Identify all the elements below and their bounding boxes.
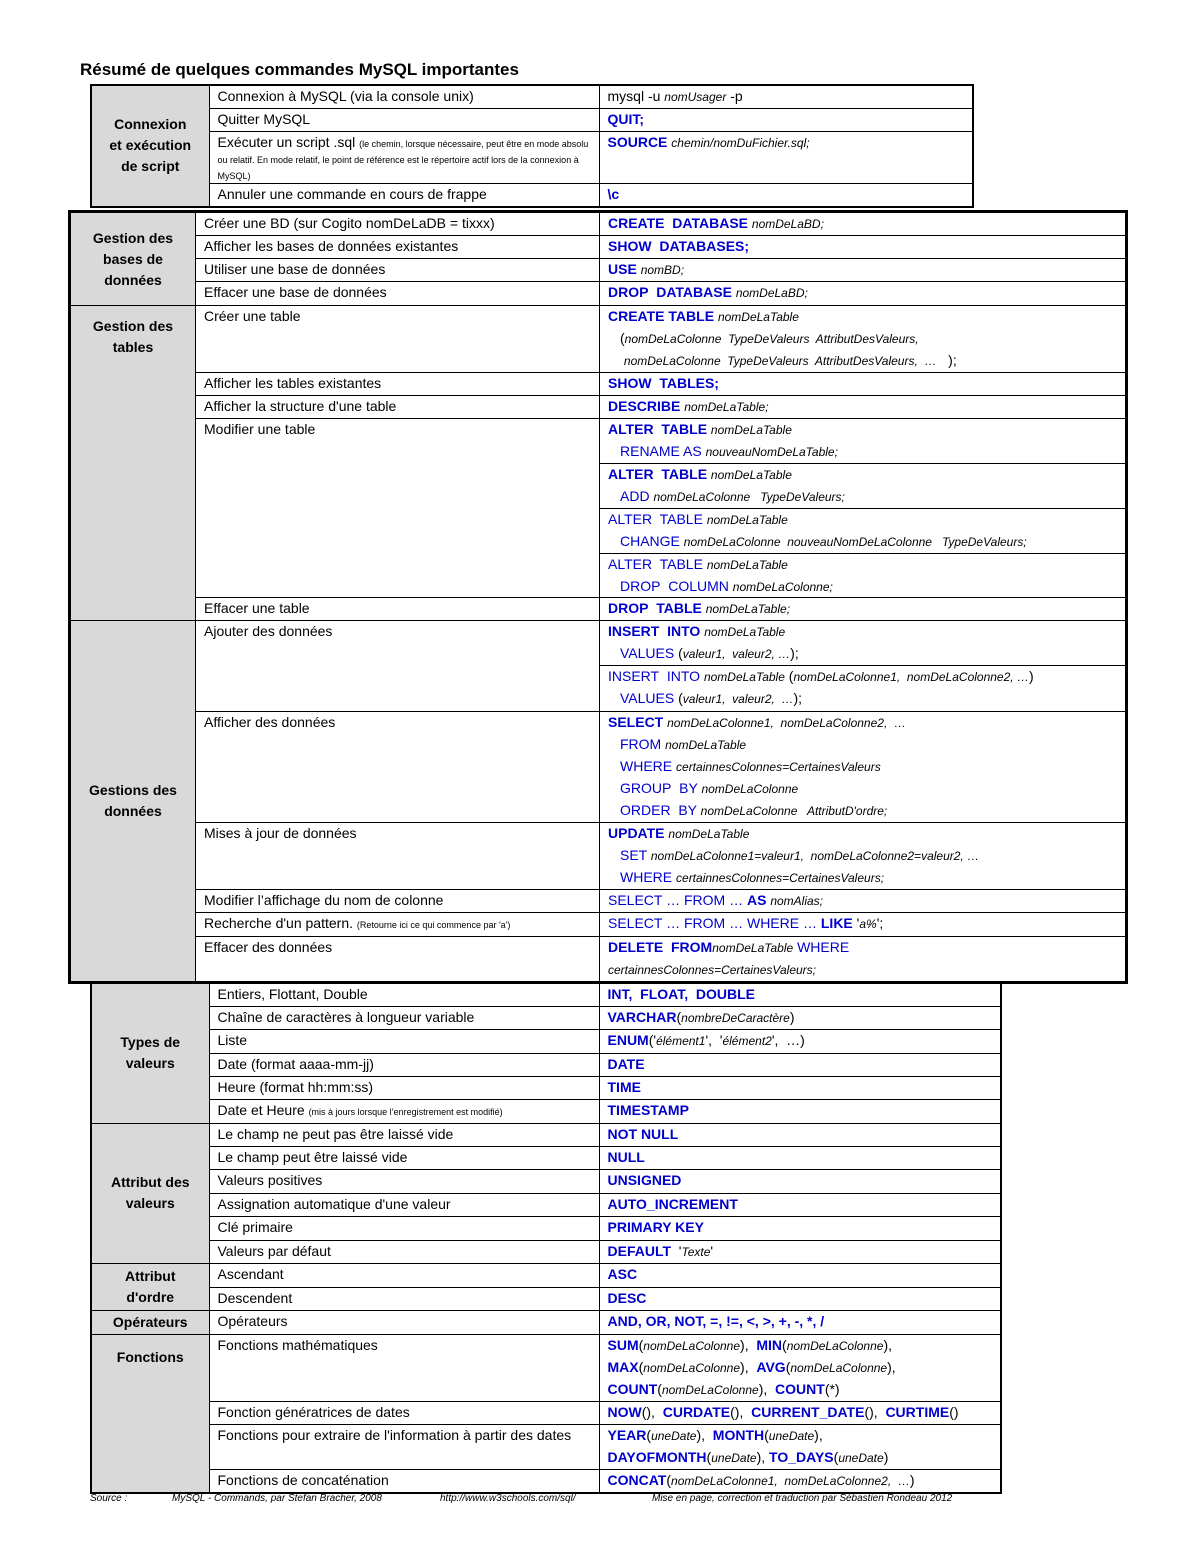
row-desc: Fonctions pour extraire de l'information à partir des dates — [209, 1424, 599, 1469]
row-desc: Entiers, Flottant, Double — [209, 983, 599, 1006]
row-desc: Assignation automatique d'une valeur — [209, 1193, 599, 1216]
footer-reference: MySQL - Commands, par Stefan Bracher, 2008 — [172, 1493, 382, 1504]
row-desc: Opérateurs — [209, 1310, 599, 1334]
row-cmd: DESC — [599, 1287, 1001, 1310]
connection-table — [90, 84, 974, 208]
row-cmd: mysql -u nomUsager -p — [599, 85, 973, 109]
row-cmd: SHOW DATABASES; — [600, 236, 1127, 259]
row-desc: Mises à jour de données — [196, 823, 600, 890]
row-cmd: DROP DATABASE nomDeLaBD; — [600, 282, 1127, 306]
row-cmd: ASC — [599, 1263, 1001, 1287]
footer-source-label: Source : — [90, 1493, 128, 1504]
row-cmd: QUIT; — [599, 109, 973, 132]
category-functions: Fonctions — [91, 1334, 209, 1493]
footer-url[interactable]: http://www.w3schools.com/sql/ — [440, 1493, 576, 1504]
category-types: Types de valeurs — [91, 983, 209, 1123]
row-cmd: VARCHAR(nombreDeCaractère) — [599, 1006, 1001, 1029]
row-desc: Le champ ne peut pas être laissé vide — [209, 1123, 599, 1146]
row-cmd: NULL — [599, 1146, 1001, 1169]
row-desc: Afficher des données — [196, 712, 600, 823]
row-cmd: SUM(nomDeLaColonne), MIN(nomDeLaColonne), MAX(nomDeLaColonne), AVG(nomDeLaColonne), COUNT(nomDeLaColonne), COUNT(*) — [599, 1334, 1001, 1401]
row-cmd: INT, FLOAT, DOUBLE — [599, 983, 1001, 1006]
row-cmd: INSERT INTO nomDeLaTable VALUES (valeur1, valeur2, …); INSERT INTO nomDeLaTable (nomDeLaColonne1, nomDeLaColonne2, …) VALUES (valeur1, valeur2, …); — [600, 621, 1127, 712]
row-desc: Effacer une base de données — [196, 282, 600, 306]
category-connexion: Connexion et exécution de script — [91, 85, 209, 207]
row-cmd: USE nomBD; — [600, 259, 1127, 282]
row-cmd: AUTO_INCREMENT — [599, 1193, 1001, 1216]
row-desc: Afficher les bases de données existantes — [196, 236, 600, 259]
category-data: Gestions des données — [70, 621, 196, 983]
row-desc: Chaîne de caractères à longueur variable — [209, 1006, 599, 1029]
row-cmd: SELECT … FROM … AS nomAlias; — [600, 890, 1127, 913]
row-cmd: DELETE FROMnomDeLaTable WHERE certainnesColonnes=CertainesValeurs; — [600, 937, 1127, 983]
category-tables: Gestion des tables — [70, 306, 196, 621]
row-cmd: UPDATE nomDeLaTable SET nomDeLaColonne1=valeur1, nomDeLaColonne2=valeur2, … WHERE certainnesColonnes=CertainesValeurs; — [600, 823, 1127, 890]
row-desc: Le champ peut être laissé vide — [209, 1146, 599, 1169]
row-desc: Modifier l’affichage du nom de colonne — [196, 890, 600, 913]
row-desc: Modifier une table — [196, 419, 600, 598]
row-desc: Effacer des données — [196, 937, 600, 983]
row-desc: Créer une table — [196, 306, 600, 373]
row-cmd: \c — [599, 184, 973, 207]
row-desc: Fonctions de concaténation — [209, 1469, 599, 1493]
row-desc: Afficher la structure d'une table — [196, 396, 600, 419]
row-cmd: YEAR(uneDate), MONTH(uneDate), DAYOFMONTH(uneDate), TO_DAYS(uneDate) — [599, 1424, 1001, 1469]
row-cmd: CONCAT(nomDeLaColonne1, nomDeLaColonne2, …) — [599, 1469, 1001, 1493]
row-desc: Effacer une table — [196, 598, 600, 621]
category-attributes: Attribut des valeurs — [91, 1123, 209, 1263]
row-desc: Valeurs positives — [209, 1169, 599, 1193]
row-cmd: UNSIGNED — [599, 1169, 1001, 1193]
row-desc: Afficher les tables existantes — [196, 373, 600, 396]
row-desc: Ajouter des données — [196, 621, 600, 712]
row-desc: Valeurs par défaut — [209, 1240, 599, 1263]
row-desc: Fonctions mathématiques — [209, 1334, 599, 1401]
row-cmd: DESCRIBE nomDeLaTable; — [600, 396, 1127, 419]
row-cmd: SELECT nomDeLaColonne1, nomDeLaColonne2, … FROM nomDeLaTable WHERE certainnesColonnes=CertainesValeurs GROUP BY nomDeLaColonne ORDER BY nomDeLaColonne AttributD'ordre; — [600, 712, 1127, 823]
row-desc: Utiliser une base de données — [196, 259, 600, 282]
row-cmd: SELECT … FROM … WHERE … LIKE 'a%'; — [600, 913, 1127, 937]
row-cmd: DATE — [599, 1053, 1001, 1076]
row-cmd: DEFAULT 'Texte' — [599, 1240, 1001, 1263]
row-desc: Créer une BD (sur Cogito nomDeLaDB = tixxx) — [196, 212, 600, 236]
row-cmd: CREATE TABLE nomDeLaTable (nomDeLaColonne TypeDeValeurs AttributDesValeurs, nomDeLaColonne TypeDeValeurs AttributDesValeurs, … ); — [600, 306, 1127, 373]
row-cmd: TIME — [599, 1076, 1001, 1099]
row-desc: Date et Heure (mis à jours lorsque l’enregistrement est modifié) — [209, 1099, 599, 1123]
row-desc: Descendent — [209, 1287, 599, 1310]
category-order: Attribut d'ordre — [91, 1263, 209, 1310]
row-desc: Recherche d'un pattern. (Retourne ici ce qui commence par 'a') — [196, 913, 600, 937]
row-desc: Ascendant — [209, 1263, 599, 1287]
category-databases: Gestion des bases de données — [70, 212, 196, 306]
row-desc: Connexion à MySQL (via la console unix) — [209, 85, 599, 109]
row-desc: Clé primaire — [209, 1216, 599, 1240]
row-cmd: SHOW TABLES; — [600, 373, 1127, 396]
category-operators: Opérateurs — [91, 1310, 209, 1334]
row-cmd: ALTER TABLE nomDeLaTable RENAME AS nouveauNomDeLaTable; ALTER TABLE nomDeLaTable ADD nomDeLaColonne TypeDeValeurs; ALTER TABLE nomDeLaTable CHANGE nomDeLaColonne nouveauNomDeLaColonne TypeDeValeurs; ALTER TABLE nomDeLaTable DROP COLUMN nomDeLaColonne; — [600, 419, 1127, 598]
row-cmd: CREATE DATABASE nomDeLaBD; — [600, 212, 1127, 236]
row-desc: Fonction génératrices de dates — [209, 1401, 599, 1424]
row-cmd: AND, OR, NOT, =, !=, <, >, +, -, *, / — [599, 1310, 1001, 1334]
row-cmd: SOURCE chemin/nomDuFichier.sql; — [599, 132, 973, 184]
row-desc: Heure (format hh:mm:ss) — [209, 1076, 599, 1099]
footer-credit: Mise en page, correction et traduction par Sébastien Rondeau 2012 — [652, 1493, 953, 1504]
databases-tables-data-table — [68, 210, 1128, 984]
row-desc: Liste — [209, 1029, 599, 1053]
types-attributes-functions-table — [90, 982, 1002, 1494]
row-desc: Exécuter un script .sql (le chemin, lorsque nécessaire, peut être en mode absolu ou relatif. En mode relatif, le point de référence est le répertoire actif lors de la connexion à MySQL) — [209, 132, 599, 184]
row-cmd: TIMESTAMP — [599, 1099, 1001, 1123]
row-cmd: PRIMARY KEY — [599, 1216, 1001, 1240]
page-title: Résumé de quelques commandes MySQL importantes — [80, 60, 519, 79]
row-cmd: NOT NULL — [599, 1123, 1001, 1146]
row-cmd: ENUM('élément1', 'élément2', …) — [599, 1029, 1001, 1053]
row-cmd: NOW(), CURDATE(), CURRENT_DATE(), CURTIME() — [599, 1401, 1001, 1424]
row-desc: Date (format aaaa-mm-jj) — [209, 1053, 599, 1076]
row-desc: Quitter MySQL — [209, 109, 599, 132]
row-desc: Annuler une commande en cours de frappe — [209, 184, 599, 207]
row-cmd: DROP TABLE nomDeLaTable; — [600, 598, 1127, 621]
